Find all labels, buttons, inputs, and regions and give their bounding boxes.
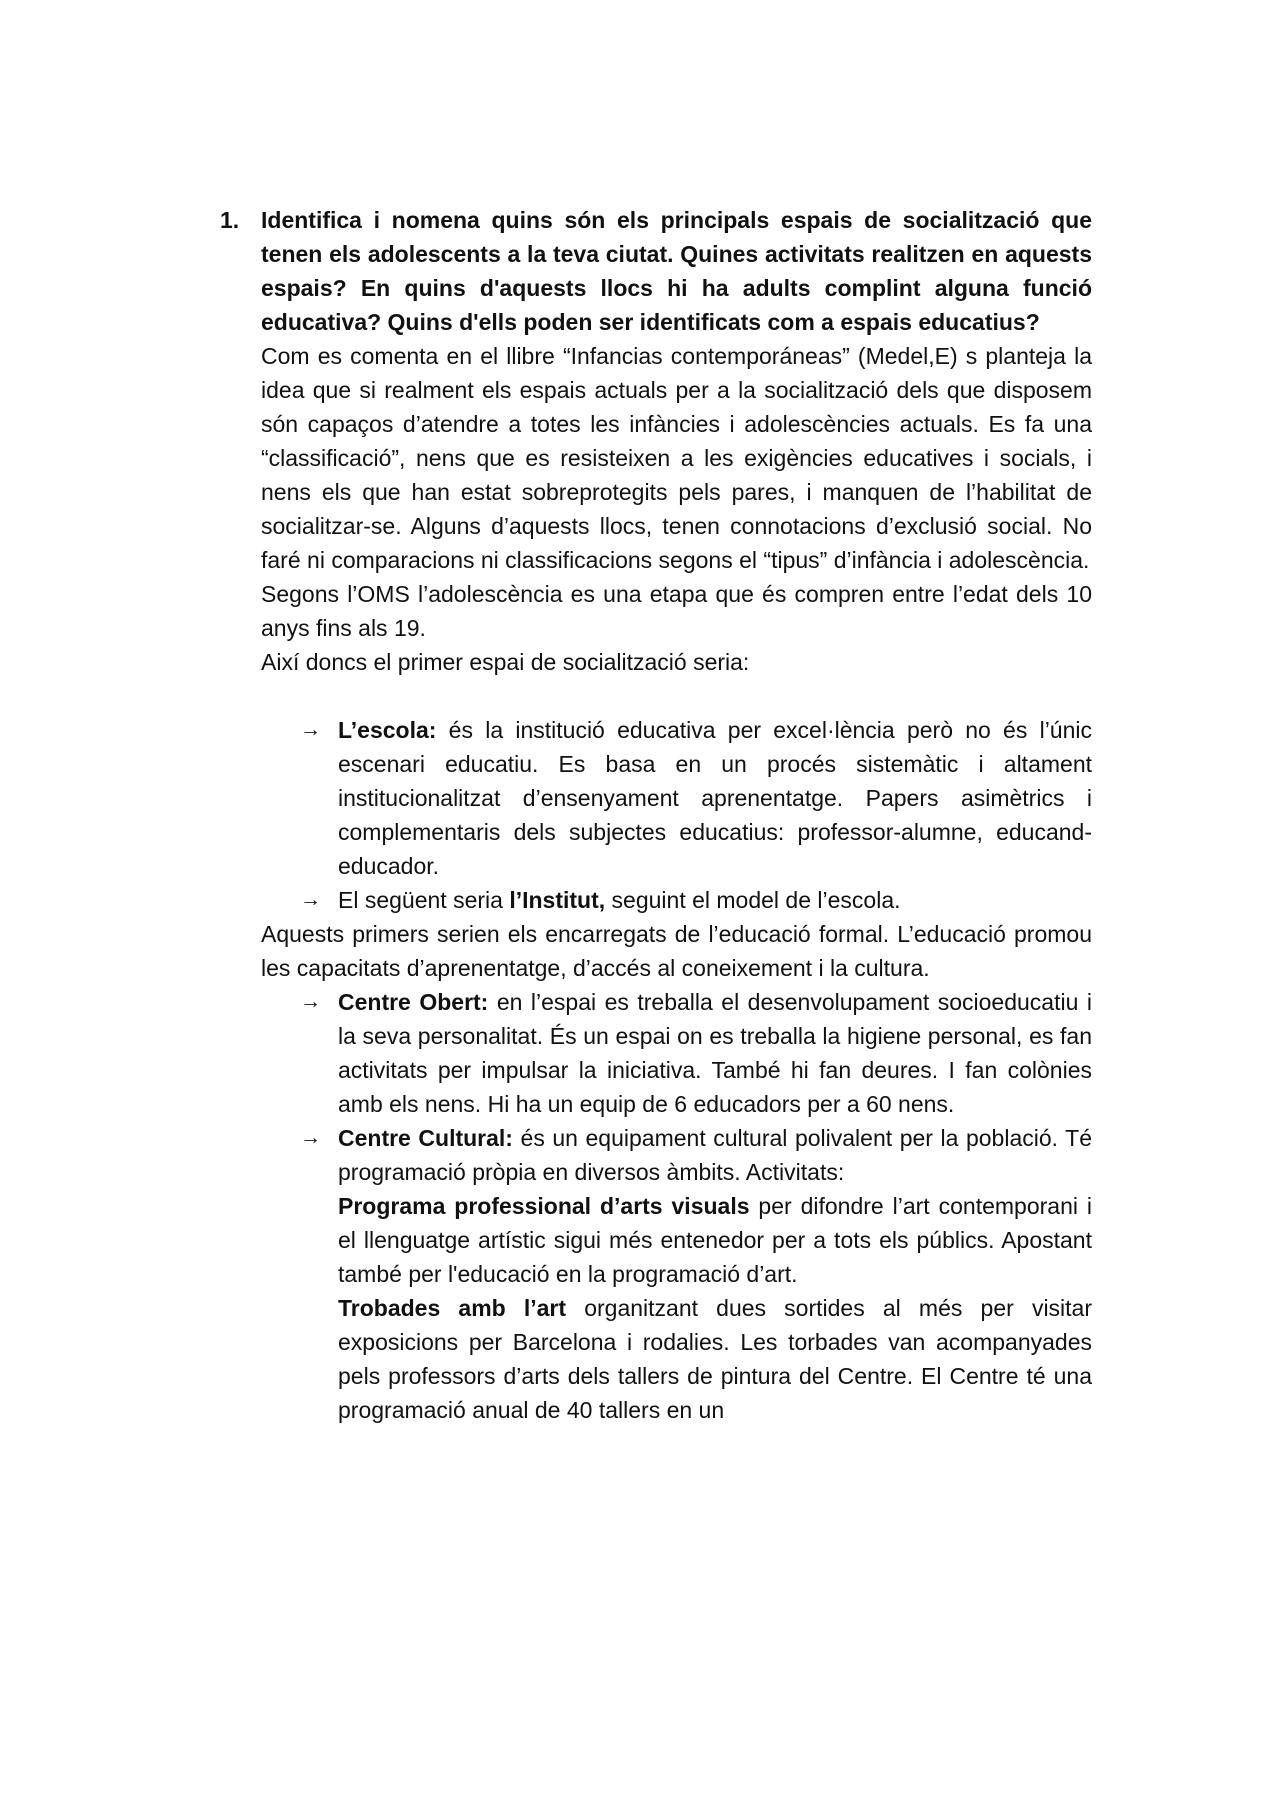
bullet-centre-obert [300,985,1092,1121]
bullet-centre-cultural-title: Centre Cultural: [338,1125,513,1151]
bullet-institut [300,883,1092,917]
question-number: 1. [220,207,240,233]
bullet-institut-prefix: El següent seria [338,887,510,913]
bullet-centre-obert-text: en l’espai es treballa el desenvolupament socioeducatiu i la seva personalitat. És un espai on es treballa la higiene personal, es fan activitats per impulsar la iniciativa. També hi fan deures. I fan colònies amb els nens. Hi ha un equip de 6 educadors per a 60 nens. [338,989,1092,1117]
paragraph-first-space: Així doncs el primer espai de socialització seria: [261,649,750,675]
sub-programa-arts-visuals [338,1189,1092,1291]
bullet-escola-title: L’escola: [338,717,437,743]
bullet-institut-text: seguint el model de l’escola. [605,887,901,913]
arrow-icon: → [300,990,321,1013]
bullet-escola [300,713,1092,883]
trobades-text: organitzant dues sortides al més per visitar exposicions per Barcelona i rodalies. Les torbades van acompanyades pels professors d’arts dels tallers de pintura del Centre. El Centre té una programació anual de 40 tallers en un [338,1295,1092,1423]
bullet-escola-text: és la institució educativa per excel·lència però no és l’únic escenari educatiu. Es basa en un procés sistemàtic i altament institucionalitzat d’ensenyament aprenentatge. Papers asimètrics i complementaris dels subjectes educatius: professor-alumne, educand-educador. [338,717,1092,879]
arrow-icon: → [300,718,321,741]
programa-title: Programa professional d’arts visuals [338,1193,750,1219]
bullet-centre-obert-title: Centre Obert: [338,989,489,1015]
trobades-title: Trobades amb l’art [338,1295,567,1321]
question-1 [220,203,1092,339]
paragraph-intro: Com es comenta en el llibre “Infancias contemporáneas” (Medel,E) s planteja la idea que si realment els espais actuals per a la socialització dels que disposem són capaços d’atendre a totes les infàncies i adolescències actuals. Es fa una “classificació”, nens que es resisteixen a les exigències educatives i socials, i nens els que han estat sobreprotegits pels pares, i manquen de l’habilitat de socialitzar-se. Alguns d’aquests llocs, tenen connotacions d’exclusió social. No faré ni comparacions ni classificacions segons el “tipus” d’infància i adolescència. [261,343,1092,573]
blank-line [261,679,1092,713]
bullet-centre-cultural-text: és un equipament cultural polivalent per la població. Té programació pròpia en diversos àmbits. Activitats: [338,1125,1093,1185]
arrow-icon: → [300,888,321,911]
bullet-institut-title: l’Institut, [509,887,606,913]
programa-text: per difondre l’art contemporani i el llenguatge artístic sigui més entenedor per a tots els públics. Apostant també per l'educació en la programació d’art. [338,1193,1092,1287]
bullet-centre-cultural [300,1121,1093,1189]
question-text: Identifica i nomena quins són els principals espais de socialització que tenen els adolescents a la teva ciutat. Quines activitats realitzen en aquests espais? En quins d'aquests llocs hi ha adults complint alguna funció educativa? Quins d'ells poden ser identificats com a espais educatius? [261,207,1092,335]
arrow-icon: → [300,1126,321,1149]
paragraph-oms: Segons l’OMS l’adolescència es una etapa que és compren entre l’edat dels 10 anys fins als 19. [261,581,1092,641]
document-body [220,203,1093,1427]
paragraph-formal-education: Aquests primers serien els encarregats de l’educació formal. L’educació promou les capacitats d’aprenentatge, d’accés al coneixement i la cultura. [261,921,1092,981]
sub-trobades-art [338,1291,1092,1427]
